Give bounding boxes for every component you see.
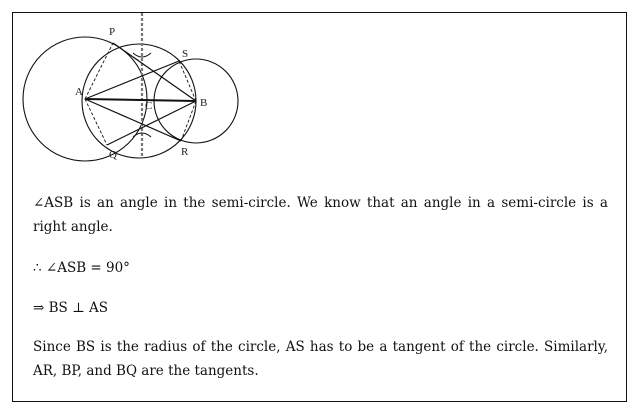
tangent-ar xyxy=(85,99,181,141)
tangents-construction-figure xyxy=(21,13,261,183)
label-r: R xyxy=(181,146,189,158)
dashed-ap xyxy=(85,43,113,99)
label-q: Q xyxy=(109,149,117,161)
label-a: A xyxy=(75,86,83,98)
right-angle-equation: ∴ ∠ASB = 90° xyxy=(33,260,130,276)
label-c: C xyxy=(145,100,153,112)
perpendicular-statement: ⇒ BS ⊥ AS xyxy=(33,300,109,316)
segment-ab xyxy=(85,99,196,101)
label-p: P xyxy=(109,26,116,38)
label-b: B xyxy=(200,97,208,109)
label-s: S xyxy=(182,48,189,60)
tangent-conclusion: Since BS is the radius of the circle, AS has to be a tangent of the circle. Similarly, AR, BP, and BQ are the tangents. xyxy=(33,339,608,379)
tangent-as xyxy=(85,61,179,99)
semicircle-angle-statement: ∠ASB is an angle in the semi-circle. We know that an angle in a semi-circle is a right angle. xyxy=(33,195,608,235)
solution-panel xyxy=(12,12,627,402)
